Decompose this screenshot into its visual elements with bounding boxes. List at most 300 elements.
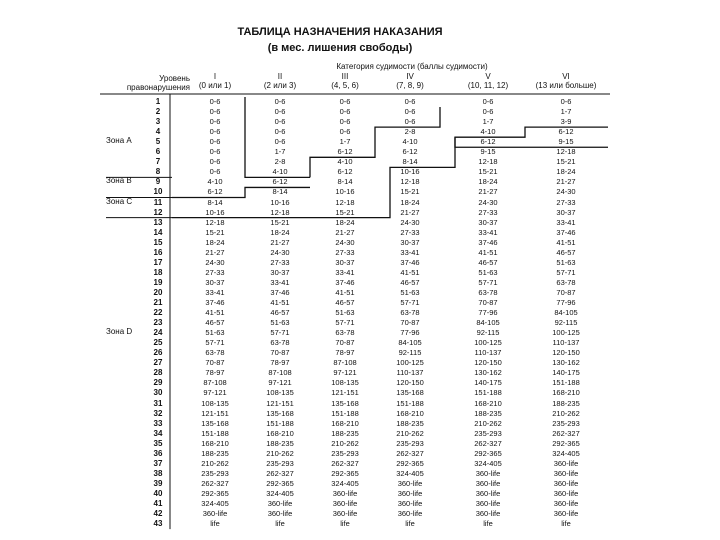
table-cell: 188-235: [552, 398, 580, 408]
table-cell: 30-37: [556, 207, 576, 217]
offense-level-24: 24: [153, 328, 163, 338]
table-cell: 51-63: [205, 328, 225, 338]
table-cell: 27-33: [478, 207, 498, 217]
table-cell: 41-51: [556, 237, 576, 247]
table-cell: 51-63: [400, 287, 420, 297]
table-cell: 6-12: [337, 147, 353, 157]
table-cell: 57-71: [556, 267, 576, 277]
column-points-4: (7, 8, 9): [396, 81, 424, 90]
table-cell: 33-41: [270, 277, 290, 287]
table-cell: 6-12: [402, 147, 418, 157]
table-cell: 27-33: [400, 227, 420, 237]
offense-level-18: 18: [153, 267, 163, 277]
table-cell: 108-135: [331, 378, 359, 388]
table-cell: 121-151: [266, 398, 294, 408]
table-cell: 210-262: [331, 438, 359, 448]
offense-level-37: 37: [153, 458, 163, 468]
table-cell: 0-6: [209, 157, 221, 167]
table-cell: 51-63: [556, 257, 576, 267]
table-cell: 15-21: [335, 207, 355, 217]
table-cell: 46-57: [270, 308, 290, 318]
offense-level-12: 12: [153, 207, 163, 217]
table-cell: 210-262: [266, 448, 294, 458]
table-cell: 360-life: [553, 509, 579, 519]
table-cell: 0-6: [209, 97, 221, 106]
table-cell: 30-37: [270, 267, 290, 277]
table-cell: 0-6: [339, 107, 351, 117]
table-cell: 70-87: [335, 338, 355, 348]
table-cell: 46-57: [400, 277, 420, 287]
column-roman-6: VI: [562, 72, 570, 81]
table-cell: 235-293: [201, 468, 229, 478]
table-cell: 33-41: [556, 217, 576, 227]
table-cell: 97-121: [203, 388, 227, 398]
table-cell: 0-6: [209, 167, 221, 177]
column-points-6: (13 или больше): [535, 81, 597, 90]
column-points-5: (10, 11, 12): [467, 81, 509, 90]
table-cell: 51-63: [478, 267, 498, 277]
table-cell: 84-105: [554, 308, 578, 318]
table-cell: 0-6: [209, 107, 221, 117]
table-cell: 97-121: [333, 368, 357, 378]
offense-level-17: 17: [153, 257, 163, 267]
table-cell: 210-262: [201, 458, 229, 468]
table-cell: 151-188: [474, 388, 502, 398]
table-cell: 120-150: [552, 348, 580, 358]
table-cell: 0-6: [339, 127, 351, 137]
table-cell: 360-life: [475, 488, 501, 498]
table-cell: 33-41: [335, 267, 355, 277]
table-cell: 168-210: [266, 428, 294, 438]
table-cell: 324-405: [266, 488, 294, 498]
table-cell: life: [405, 519, 415, 529]
table-cell: 100-125: [396, 358, 424, 368]
zone-label-2: Зона В: [106, 176, 132, 186]
table-cell: 12-18: [270, 207, 290, 217]
table-cell: 46-57: [205, 318, 225, 328]
table-cell: 41-51: [270, 298, 290, 307]
table-cell: 30-37: [205, 277, 225, 287]
table-cell: 41-51: [400, 267, 420, 277]
table-cell: 46-57: [556, 247, 576, 257]
table-cell: 12-18: [556, 147, 576, 157]
table-cell: 70-87: [556, 287, 576, 297]
table-cell: 70-87: [400, 318, 420, 328]
table-cell: 51-63: [335, 308, 355, 318]
offense-level-22: 22: [153, 308, 163, 318]
table-cell: 262-327: [201, 478, 229, 488]
table-cell: 235-293: [474, 428, 502, 438]
table-cell: 87-108: [333, 358, 357, 368]
table-cell: 121-151: [331, 388, 359, 398]
table-cell: 324-405: [396, 468, 424, 478]
table-cell: 1-7: [560, 107, 572, 117]
table-cell: 78-97: [270, 358, 290, 368]
table-cell: 168-210: [396, 408, 424, 418]
table-cell: 360-life: [267, 499, 293, 508]
table-cell: 151-188: [396, 398, 424, 408]
table-cell: 57-71: [400, 298, 420, 307]
table-cell: 10-16: [270, 197, 290, 207]
table-cell: 292-365: [331, 468, 359, 478]
table-cell: 78-97: [335, 348, 355, 358]
table-cell: 70-87: [205, 358, 225, 368]
offense-level-11: 11: [153, 197, 163, 207]
table-cell: 92-115: [476, 328, 500, 338]
table-cell: 292-365: [474, 448, 502, 458]
table-cell: life: [483, 519, 493, 529]
table-cell: 210-262: [474, 418, 502, 428]
offense-level-40: 40: [153, 488, 163, 498]
table-cell: 360-life: [267, 509, 293, 519]
table-cell: 27-33: [556, 197, 576, 207]
table-cell: 0-6: [209, 127, 221, 137]
column-roman-5: V: [485, 72, 491, 81]
table-cell: 120-150: [474, 358, 502, 368]
table-cell: 188-235: [266, 438, 294, 448]
table-cell: 135-168: [266, 408, 294, 418]
table-cell: 21-27: [335, 227, 355, 237]
offense-level-3: 3: [155, 117, 161, 127]
table-cell: 188-235: [474, 408, 502, 418]
table-cell: 130-162: [474, 368, 502, 378]
table-cell: 30-37: [400, 237, 420, 247]
table-cell: 46-57: [335, 298, 355, 307]
table-cell: 262-327: [552, 428, 580, 438]
table-cell: 360-life: [553, 499, 579, 508]
table-cell: 8-14: [272, 187, 288, 197]
table-cell: 0-6: [209, 137, 221, 147]
table-cell: 37-46: [400, 257, 420, 267]
table-cell: 110-137: [552, 338, 580, 348]
table-cell: 24-30: [335, 237, 355, 247]
table-cell: 262-327: [331, 458, 359, 468]
table-cell: 151-188: [266, 418, 294, 428]
table-cell: 110-137: [474, 348, 502, 358]
table-cell: 33-41: [478, 227, 498, 237]
column-points-3: (4, 5, 6): [331, 81, 359, 90]
table-cell: 360-life: [475, 468, 501, 478]
table-cell: 0-6: [560, 97, 572, 106]
table-cell: 324-405: [474, 458, 502, 468]
zone-label-3: Зона С: [106, 196, 133, 206]
table-cell: 77-96: [400, 328, 420, 338]
table-cell: 0-6: [274, 117, 286, 127]
table-cell: 21-27: [270, 237, 290, 247]
table-cell: 6-12: [558, 127, 574, 137]
offense-level-29: 29: [153, 378, 163, 388]
table-cell: 151-188: [331, 408, 359, 418]
table-cell: 100-125: [552, 328, 580, 338]
table-cell: 151-188: [552, 378, 580, 388]
table-cell: 21-27: [478, 187, 498, 197]
table-cell: 41-51: [335, 287, 355, 297]
table-cell: 41-51: [205, 308, 225, 318]
table-cell: 0-6: [404, 97, 416, 106]
table-cell: 130-162: [552, 358, 580, 368]
table-cell: 292-365: [266, 478, 294, 488]
offense-level-23: 23: [153, 318, 163, 328]
table-cell: 0-6: [482, 107, 494, 117]
table-cell: 360-life: [397, 509, 423, 519]
level-header-line-2: правонарушения: [126, 83, 190, 92]
table-cell: 77-96: [556, 298, 576, 307]
offense-level-20: 20: [153, 287, 163, 297]
table-cell: 100-125: [474, 338, 502, 348]
offense-level-38: 38: [153, 468, 163, 478]
table-cell: 1-7: [339, 137, 351, 147]
table-cell: 0-6: [404, 117, 416, 127]
offense-level-32: 32: [153, 408, 163, 418]
table-cell: 97-121: [268, 378, 292, 388]
offense-level-19: 19: [153, 277, 163, 287]
table-cell: 15-21: [270, 217, 290, 227]
table-cell: 21-27: [205, 247, 225, 257]
offense-level-25: 25: [153, 338, 163, 348]
table-cell: 92-115: [554, 318, 578, 328]
table-cell: 135-168: [201, 418, 229, 428]
table-cell: 4-10: [337, 157, 353, 167]
table-cell: 41-51: [478, 247, 498, 257]
table-cell: 10-16: [400, 167, 420, 177]
table-cell: 37-46: [335, 277, 355, 287]
table-cell: 360-life: [202, 509, 228, 519]
table-cell: 12-18: [205, 217, 225, 227]
table-cell: 18-24: [478, 177, 498, 187]
offense-level-14: 14: [153, 227, 163, 237]
table-cell: 235-293: [331, 448, 359, 458]
offense-level-31: 31: [153, 398, 163, 408]
offense-level-43: 43: [153, 519, 163, 529]
offense-level-27: 27: [153, 358, 163, 368]
offense-level-26: 26: [153, 348, 163, 358]
table-cell: 292-365: [552, 438, 580, 448]
table-cell: 360-life: [553, 468, 579, 478]
offense-level-10: 10: [153, 187, 163, 197]
table-cell: 360-life: [475, 499, 501, 508]
table-cell: 37-46: [556, 227, 576, 237]
table-cell: 3-9: [560, 117, 572, 127]
table-cell: 168-210: [201, 438, 229, 448]
table-cell: 18-24: [270, 227, 290, 237]
column-points-1: (0 или 1): [198, 81, 232, 90]
table-cell: 292-365: [396, 458, 424, 468]
table-cell: 110-137: [396, 368, 424, 378]
table-cell: 18-24: [556, 167, 576, 177]
table-cell: 84-105: [476, 318, 500, 328]
table-cell: 151-188: [201, 428, 229, 438]
table-cell: 63-78: [556, 277, 576, 287]
table-cell: 188-235: [201, 448, 229, 458]
table-cell: 27-33: [335, 247, 355, 257]
column-roman-3: III: [341, 72, 349, 81]
offense-level-39: 39: [153, 478, 163, 488]
table-cell: 360-life: [553, 478, 579, 488]
table-cell: 18-24: [335, 217, 355, 227]
offense-level-35: 35: [153, 438, 163, 448]
table-cell: 210-262: [396, 428, 424, 438]
table-cell: 24-30: [270, 247, 290, 257]
offense-level-16: 16: [153, 247, 163, 257]
table-cell: 57-71: [335, 318, 355, 328]
table-cell: 30-37: [478, 217, 498, 227]
table-cell: 92-115: [398, 348, 422, 358]
table-cell: 0-6: [404, 107, 416, 117]
table-cell: 70-87: [478, 298, 498, 307]
table-cell: 120-150: [396, 378, 424, 388]
table-cell: 37-46: [478, 237, 498, 247]
table-cell: 15-21: [478, 167, 498, 177]
table-cell: 21-27: [400, 207, 420, 217]
table-cell: 121-151: [201, 408, 229, 418]
table-cell: 46-57: [478, 257, 498, 267]
table-cell: life: [210, 519, 220, 529]
table-cell: 360-life: [332, 499, 358, 508]
table-cell: 63-78: [335, 328, 355, 338]
table-cell: 1-7: [274, 147, 286, 157]
table-cell: 37-46: [270, 287, 290, 297]
level-header-line-1: Уровень: [159, 74, 190, 83]
column-roman-2: II: [277, 72, 283, 81]
table-cell: 8-14: [337, 177, 353, 187]
table-cell: 4-10: [402, 137, 418, 147]
table-cell: 12-18: [478, 157, 498, 167]
table-cell: 15-21: [205, 227, 225, 237]
table-cell: 6-12: [480, 137, 496, 147]
table-cell: 87-108: [203, 378, 227, 388]
offense-level-9: 9: [155, 177, 161, 187]
column-points-2: (2 или 3): [263, 81, 297, 90]
table-cell: 140-175: [552, 368, 580, 378]
table-cell: 135-168: [331, 398, 359, 408]
table-cell: 24-30: [478, 197, 498, 207]
table-cell: 63-78: [205, 348, 225, 358]
table-cell: 37-46: [205, 298, 225, 307]
column-roman-1: I: [213, 72, 217, 81]
table-cell: 51-63: [270, 318, 290, 328]
table-cell: life: [275, 519, 285, 529]
table-cell: 57-71: [478, 277, 498, 287]
table-cell: 235-293: [552, 418, 580, 428]
table-cell: 9-15: [480, 147, 496, 157]
table-cell: 57-71: [205, 338, 225, 348]
table-cell: 360-life: [397, 499, 423, 508]
table-cell: 360-life: [397, 478, 423, 488]
table-cell: 210-262: [552, 408, 580, 418]
zone-label-1: Зона А: [106, 136, 132, 146]
table-cell: 2-8: [274, 157, 286, 167]
category-header: Категория судимости (баллы судимости): [336, 62, 488, 71]
offense-level-8: 8: [155, 167, 161, 177]
offense-level-30: 30: [153, 388, 163, 398]
table-cell: life: [561, 519, 571, 529]
table-cell: 21-27: [556, 177, 576, 187]
table-cell: 77-96: [478, 308, 498, 318]
table-cell: 33-41: [205, 287, 225, 297]
table-cell: 8-14: [207, 197, 223, 207]
offense-level-7: 7: [155, 157, 161, 167]
table-cell: 360-life: [332, 509, 358, 519]
table-cell: 6-12: [207, 187, 223, 197]
table-cell: 24-30: [400, 217, 420, 227]
table-cell: 0-6: [209, 117, 221, 127]
table-cell: 360-life: [553, 488, 579, 498]
table-cell: 0-6: [274, 127, 286, 137]
table-cell: 12-18: [400, 177, 420, 187]
table-cell: 18-24: [400, 197, 420, 207]
table-cell: 108-135: [201, 398, 229, 408]
table-cell: 292-365: [201, 488, 229, 498]
table-cell: 360-life: [397, 488, 423, 498]
table-cell: 235-293: [266, 458, 294, 468]
table-cell: 262-327: [474, 438, 502, 448]
offense-level-1: 1: [155, 97, 161, 106]
table-cell: 24-30: [556, 187, 576, 197]
table-cell: 0-6: [274, 137, 286, 147]
table-cell: 0-6: [482, 97, 494, 106]
table-cell: 57-71: [270, 328, 290, 338]
page-title-line-1: ТАБЛИЦА НАЗНАЧЕНИЯ НАКАЗАНИЯ: [237, 26, 443, 38]
table-cell: 0-6: [274, 107, 286, 117]
table-cell: life: [340, 519, 350, 529]
offense-level-33: 33: [153, 418, 163, 428]
table-cell: 262-327: [396, 448, 424, 458]
column-roman-4: IV: [406, 72, 414, 81]
offense-level-34: 34: [153, 428, 163, 438]
offense-level-15: 15: [153, 237, 163, 247]
table-cell: 2-8: [404, 127, 416, 137]
table-cell: 63-78: [270, 338, 290, 348]
table-cell: 168-210: [552, 388, 580, 398]
table-cell: 360-life: [475, 478, 501, 488]
table-cell: 9-15: [558, 137, 574, 147]
table-cell: 6-12: [272, 177, 288, 187]
table-cell: 168-210: [474, 398, 502, 408]
table-cell: 188-235: [331, 428, 359, 438]
table-cell: 10-16: [205, 207, 225, 217]
table-cell: 30-37: [335, 257, 355, 267]
table-cell: 0-6: [339, 117, 351, 127]
offense-level-36: 36: [153, 448, 163, 458]
table-cell: 324-405: [201, 499, 229, 508]
table-cell: 0-6: [274, 97, 286, 106]
offense-level-4: 4: [155, 127, 161, 137]
table-cell: 324-405: [331, 478, 359, 488]
table-cell: 168-210: [331, 418, 359, 428]
table-cell: 140-175: [474, 378, 502, 388]
table-cell: 360-life: [553, 458, 579, 468]
table-cell: 6-12: [337, 167, 353, 177]
zone-label-4: Зона D: [106, 327, 133, 337]
table-cell: 360-life: [332, 488, 358, 498]
table-cell: 235-293: [396, 438, 424, 448]
table-cell: 12-18: [335, 197, 355, 207]
table-cell: 1-7: [482, 117, 494, 127]
table-cell: 4-10: [207, 177, 223, 187]
table-cell: 262-327: [266, 468, 294, 478]
table-cell: 4-10: [272, 167, 288, 177]
table-cell: 188-235: [396, 418, 424, 428]
table-cell: 63-78: [478, 287, 498, 297]
offense-level-41: 41: [153, 499, 163, 508]
table-cell: 87-108: [268, 368, 292, 378]
table-cell: 18-24: [205, 237, 225, 247]
table-cell: 27-33: [205, 267, 225, 277]
table-cell: 84-105: [398, 338, 422, 348]
table-cell: 33-41: [400, 247, 420, 257]
offense-level-5: 5: [155, 137, 161, 147]
table-cell: 324-405: [552, 448, 580, 458]
